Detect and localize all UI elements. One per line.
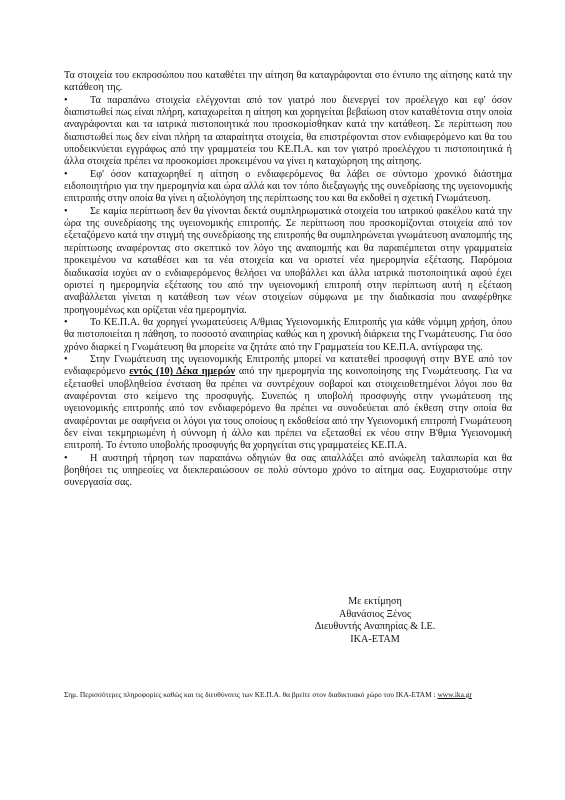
bullet-marker: • [64, 168, 68, 180]
website-link[interactable]: www.ika.gr [437, 690, 472, 699]
intro-paragraph: Τα στοιχεία του εκπροσώπου που καταθέτει την αίτηση θα καταγράφονται στο έντυπο της αίτησης κατά την κατάθεση της. [64, 70, 512, 94]
bullet-paragraph-4 [64, 317, 512, 354]
deadline-emphasis: εντός (10) Δέκα ημερών [129, 366, 236, 378]
footnote [64, 690, 519, 700]
signature-title: Διευθυντής Αναπηρίας & Ι.Ε. [314, 621, 436, 632]
signature-closing: Με εκτίμηση [348, 596, 402, 607]
bullet-paragraph-1 [64, 95, 512, 169]
bullet-text: Σε καμία περίπτωση δεν θα γίνονται δεκτά συμπληρωματικά στοιχεία του ιατρικού φακέλου κατά την ώρα της συνεδρίασης της υγειονομικής επιτροπής. Σε περίπτωση που προσκομίζονται στοιχεία από τον εξεταζόμενο κατά την στιγμή της συνεδρίασης της επιτροπής θα συμπληρώνεται γνωμάτευση αναπομπής της περίπτωσης αναφέροντας στο σκεπτικό τον λόγο της αναπομπής και θα παραπέμπεται στην γραμματεία προκειμένου να καταθέσει και τα νέα στοιχεία και να οριστεί νέα ημερομηνία εξέτασης. Παρόμοια διαδικασία ισχύει αν ο ενδιαφερόμενος θελήσει να υποβάλλει και άλλα ιατρικά πιστοποιητικά αφού έχει οριστεί η ημερομηνία εξέτασης του από την υγειονομική επιτροπή στην περίπτωση αυτή η εξέταση αναβάλλεται γίνεται η κατάθεση των νέων στοιχείων σύμφωνα με την διαδικασία που αναφέρθηκε προηγουμένως και ορίζεται νέα ημερομηνία. [64, 205, 512, 316]
bullet-paragraph-5 [64, 354, 512, 453]
signature-block [290, 596, 460, 646]
bullet-text: Τα παραπάνω στοιχεία ελέγχονται από τον γιατρό που διενεργεί τον προέλεγχο και εφ' όσον διαπιστωθεί πως είναι πλήρη, καταχωρείται η αίτηση και χορηγείται βεβαίωση στον καταθέτοντα στην οποία αναγράφονται και τα ιατρικά πιστοποιητικά που προσκομίσθηκαν κατά την κατάθεση. Σε περίπτωση που διαπιστωθεί πως δεν είναι πλήρη τα απαραίτητα στοιχεία, θα επιστρέφονται στον ενδιαφερόμενο και θα του υποδεικνύεται εγγράφως από την γραμματεία του ΚΕ.Π.Α. και τον γιατρό προελέγχου τι πιστοποιητικά ή άλλα στοιχεία πρέπει να προσκομίσει προκειμένου να γίνει η καταχώρηση της αίτησης. [64, 94, 512, 168]
bullet-marker: • [64, 316, 68, 328]
footnote-text: Σημ. Περισσότερες πληροφορίες καθώς και τις διευθύνσεις των ΚΕ.Π.Α. θα βρείτε στον διαδικτυακό χώρο του ΙΚΑ-ΕΤΑΜ : [64, 690, 436, 699]
bullet-text: Η αυστηρή τήρηση των παραπάνω οδηγιών θα σας απαλλάξει από ανώφελη ταλαιπωρία και θα βοηθήσει τις υπηρεσίες να διεκπεραιώσουν σε πολύ σύντομο χρόνο το αίτημα σας. Ευχαριστούμε στην συνεργασία σας. [64, 452, 512, 489]
bullet-marker: • [64, 353, 68, 365]
document-body [64, 70, 512, 490]
bullet-marker: • [64, 452, 68, 464]
bullet-paragraph-6 [64, 453, 512, 490]
bullet-paragraph-2 [64, 169, 512, 206]
bullet-text: Στην Γνωμάτευση της υγειονομικής Επιτροπής μπορεί να κατατεθεί προσφυγή στην ΒΥΕ από τον ενδιαφερόμενο [64, 353, 512, 378]
bullet-marker: • [64, 205, 68, 217]
bullet-paragraph-3 [64, 206, 512, 317]
bullet-text: Το ΚΕ.Π.Α. θα χορηγεί γνωματεύσεις Α/θμιας Υγειονομικής Επιτροπής για κάθε νόμιμη χρήση, όπου θα πιστοποιείται η πάθηση, το ποσοστό αναπηρίας καθώς και η χρονική διάρκεια της Γνωμάτευσης. Για όσο χρόνο διαρκεί η Γνωμάτευση θα μπορείτε να ζητάτε από την Γραμματεία του ΚΕ.Π.Α. αντίγραφα της. [64, 316, 512, 353]
bullet-text: από την ημερομηνία της κοινοποίησης της Γνωμάτευσης. Για να εξετασθεί υποβληθείσα ένσταση θα πρέπει να συντρέχουν σοβαροί και στοιχειοθετημένοι λόγοι που θα αναφέρονται στο κείμενο της προσφυγής. Συνεπώς η υποβολή προσφυγής στην γνωμάτευση της υγειονομικής επιτροπής από τον ενδιαφερόμενο θα πρέπει να συνοδεύεται από έκθεση στην οποία θα αναφέρονται με σαφήνεια οι λόγοι για τους οποίους η εκδοθείσα από την Υγειονομική επιτροπή Γνωμάτευση δεν είναι τεκμηριωμένη ή σύννομη ή άλλο και πρέπει να εξετασθεί εκ νέου στην Β'θμια Υγειονομική επιτροπή. Το έντυπο υποβολής προσφυγής θα χορηγείται στις γραμματείες ΚΕ.Π.Α. [64, 366, 513, 452]
bullet-marker: • [64, 94, 68, 106]
signature-organization: ΙΚΑ-ΕΤΑΜ [350, 633, 400, 645]
signature-name: Αθανάσιος Ξένος [339, 608, 411, 620]
bullet-text: Εφ' όσον καταχωρηθεί η αίτηση ο ενδιαφερόμενος θα λάβει σε σύντομο χρονικό διάστημα ειδοποιητήριο για την ημερομηνία και ώρα αλλά και τον τόπο διεξαγωγής της συνεδρίασης της υγειονομικής επιτροπής στην οποία θα γίνει η αξιολόγηση της περίπτωσης του και θα εκδοθεί η σχετική Γνωμάτευση. [64, 168, 512, 205]
